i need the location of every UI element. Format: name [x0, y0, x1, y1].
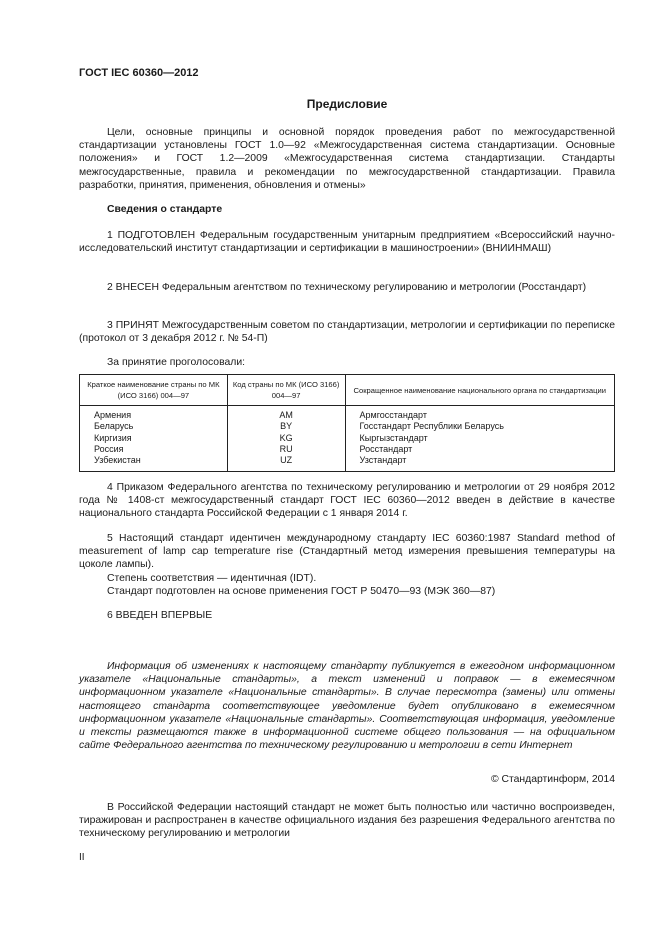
reproduction-notice-text: В Российской Федерации настоящий стандарт не может быть полностью или частично воспроизведен, тиражирован и распространен в качестве официального издания без разрешения Федерального агентства по техническому регулированию и метрологии: [79, 802, 615, 840]
intro-paragraph: [79, 126, 615, 192]
voting-table-header-row: [80, 375, 615, 406]
national-bodies-cell: [345, 406, 615, 472]
item-5-text: 5 Настоящий стандарт идентичен международному стандарту IEC 60360:1987 Standard method of measurement of lamp cap temperature rise (Стандартный метод измерения превышения температуры на цоколе лампы).: [79, 533, 615, 571]
voting-table: [79, 374, 615, 472]
item-3-text: 3 ПРИНЯТ Межгосударственным советом по стандартизации, метрологии и сертификации по переписке (протокол от 3 декабря 2012 г. № 54-П): [79, 320, 615, 345]
item-4-paragraph: [79, 481, 615, 521]
table-cell: Армгосстандарт: [359, 410, 427, 420]
table-cell: Россия: [94, 443, 124, 454]
table-cell: Госстандарт Республики Беларусь: [359, 421, 504, 432]
info-notice-text: Информация об изменениях к настоящему стандарту публикуется в ежегодном информационном указателе «Национальные стандарты», а текст изменений и поправок — в ежемесячном информационном указателе «Национальные стандарты». В случае пересмотра (замены) или отмены настоящего стандарта соответствующее уведомление будет опубликовано в ежемесячном информационном указателе «Национальные стандарты». Соответствующая информация, уведомление и тексты размещаются также в информационной системе общего пользования — на официальном сайте Федерального агентства по техническому регулированию и метрологии в сети Интернет: [79, 661, 615, 752]
item-3-paragraph: [79, 319, 615, 345]
table-cell: Киргизия: [94, 432, 132, 443]
item-6-text: 6 ВВЕДЕН ВПЕРВЫЕ: [107, 610, 213, 621]
voted-label: За принятие проголосовали:: [107, 357, 246, 368]
item-5-paragraph: [79, 532, 615, 598]
copyright-notice: © Стандартинформ, 2014: [490, 774, 615, 785]
table-cell: RU: [279, 443, 293, 454]
page-number: II: [79, 852, 85, 863]
column-header-country-code: Код страны по МК (ИСО 3166) 004—97: [227, 375, 345, 406]
intro-text: Цели, основные принципы и основной порядок проведения работ по межгосударственной стандартизации установлены ГОСТ 1.0—92 «Межгосударственная система стандартизации. Основные положения» и ГОСТ 1.2—2009 «Межгосударственная система стандартизации. Стандарты межгосударственные, правила и рекомендации по межгосударственной стандартизации. Правила разработки, принятия, применения, обновления и отмены»: [79, 127, 615, 191]
item-1-paragraph: [79, 229, 615, 255]
document-code-header: ГОСТ IEC 60360—2012: [79, 67, 199, 79]
column-header-national-body: Сокращенное наименование национального органа по стандартизации: [345, 375, 615, 406]
table-cell: Кыргызстандарт: [359, 432, 428, 443]
info-notice-paragraph: [79, 660, 615, 752]
page-title: Предисловие: [306, 97, 388, 111]
standard-info-heading: Сведения о стандарте: [107, 204, 223, 215]
item-4-text: 4 Приказом Федерального агентства по техническому регулированию и метрологии от 29 ноября 2012 года № 1408-ст межгосударственный стандарт ГОСТ IEC 60360—2012 введен в действие в качестве национального стандарта Российской Федерации с 1 января 2014 г.: [79, 482, 615, 520]
reproduction-notice-paragraph: [79, 801, 615, 841]
voted-label-block: [79, 356, 615, 369]
table-cell: Узбекистан: [94, 455, 141, 466]
standard-info-section: [79, 203, 615, 216]
item-6-paragraph: [79, 609, 615, 622]
item-5-basis-text: Стандарт подготовлен на основе применения ГОСТ Р 50470—93 (МЭК 360—87): [107, 585, 496, 597]
table-cell: Росстандарт: [359, 443, 413, 454]
table-cell: Узстандарт: [359, 455, 407, 466]
table-cell: BY: [280, 421, 293, 432]
voting-table-body-row: [80, 406, 615, 472]
table-cell: Беларусь: [94, 421, 134, 432]
country-codes-cell: [227, 406, 345, 472]
country-names-cell: [80, 406, 228, 472]
table-cell: AM: [279, 410, 293, 420]
table-cell: KG: [279, 432, 293, 443]
table-cell: UZ: [280, 455, 293, 466]
item-2-text: 2 ВНЕСЕН Федеральным агентством по техническому регулированию и метрологии (Росстандарт): [107, 282, 587, 293]
table-cell: Армения: [94, 410, 132, 420]
column-header-country-name: Краткое наименование страны по МК (ИСО 3166) 004—97: [80, 375, 228, 406]
item-2-paragraph: [79, 281, 615, 294]
item-5-degree-text: Степень соответствия — идентичная (IDT).: [107, 572, 317, 584]
item-1-text: 1 ПОДГОТОВЛЕН Федеральным государственным унитарным предприятием «Всероссийский научно-исследовательский институт стандартизации и сертификации в машиностроении» (ВНИИНМАШ): [79, 230, 615, 255]
